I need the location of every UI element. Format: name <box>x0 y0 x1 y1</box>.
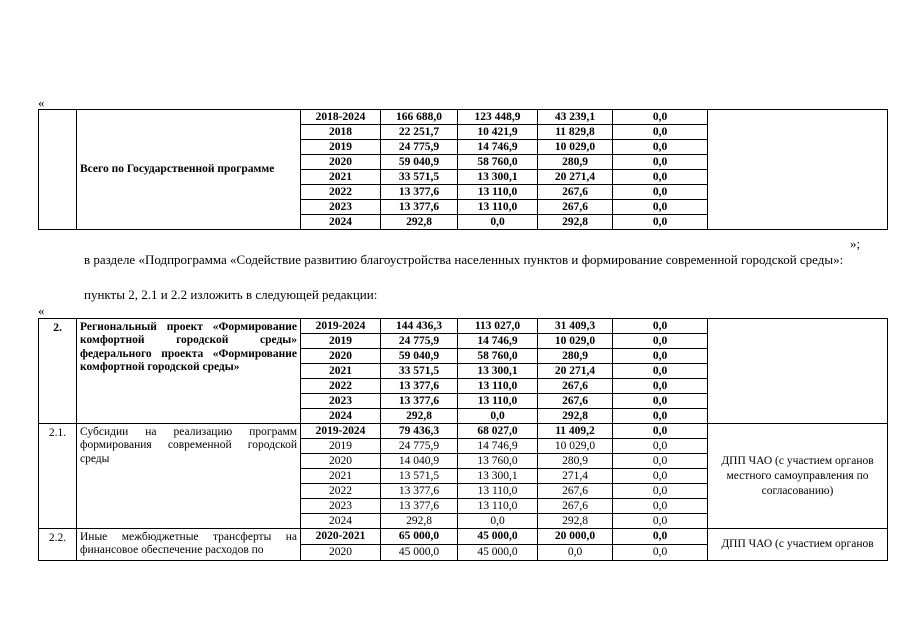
amount-cell: 58 760,0 <box>458 349 538 364</box>
table-row <box>39 319 888 334</box>
amount-cell: 0,0 <box>613 424 708 439</box>
amount-cell: 0,0 <box>613 170 708 185</box>
amount-cell: 292,8 <box>381 409 458 424</box>
amount-cell: 113 027,0 <box>458 319 538 334</box>
amount-cell: 144 436,3 <box>381 319 458 334</box>
amount-cell: 271,4 <box>538 469 613 484</box>
amount-cell: 13 377,6 <box>381 484 458 499</box>
amount-cell: 280,9 <box>538 349 613 364</box>
item-name-cell: Субсидии на реализацию программ формирования современной городской среды <box>77 424 301 529</box>
amount-cell: 0,0 <box>613 499 708 514</box>
year-cell: 2022 <box>301 185 381 200</box>
amount-cell: 13 300,1 <box>458 170 538 185</box>
amount-cell: 11 409,2 <box>538 424 613 439</box>
amount-cell: 292,8 <box>538 514 613 529</box>
amount-cell: 280,9 <box>538 454 613 469</box>
amount-cell: 0,0 <box>613 140 708 155</box>
year-cell: 2019-2024 <box>301 424 381 439</box>
amount-cell: 0,0 <box>613 155 708 170</box>
amount-cell: 10 029,0 <box>538 140 613 155</box>
amount-cell: 0,0 <box>613 319 708 334</box>
amount-cell: 267,6 <box>538 484 613 499</box>
amount-cell: 267,6 <box>538 200 613 215</box>
amount-cell: 13 110,0 <box>458 484 538 499</box>
amount-cell: 79 436,3 <box>381 424 458 439</box>
item-number-cell: 2. <box>39 319 77 424</box>
year-cell: 2019 <box>301 334 381 349</box>
amount-cell: 0,0 <box>613 334 708 349</box>
amount-cell: 45 000,0 <box>458 529 538 545</box>
year-cell: 2021 <box>301 364 381 379</box>
amount-cell: 14 746,9 <box>458 439 538 454</box>
program-name-cell: Всего по Государственной программе <box>77 110 301 230</box>
year-cell: 2024 <box>301 409 381 424</box>
amount-cell: 10 029,0 <box>538 439 613 454</box>
amount-cell: 14 746,9 <box>458 334 538 349</box>
amount-cell: 0,0 <box>613 529 708 545</box>
amount-cell: 292,8 <box>381 514 458 529</box>
amount-cell: 68 027,0 <box>458 424 538 439</box>
amount-cell: 13 377,6 <box>381 379 458 394</box>
amount-cell: 13 377,6 <box>381 499 458 514</box>
year-cell: 2022 <box>301 379 381 394</box>
year-cell: 2018 <box>301 125 381 140</box>
amount-cell: 14 040,9 <box>381 454 458 469</box>
amount-cell: 123 448,9 <box>458 110 538 125</box>
amount-cell: 267,6 <box>538 394 613 409</box>
year-cell: 2023 <box>301 200 381 215</box>
amount-cell: 20 271,4 <box>538 170 613 185</box>
amount-cell: 267,6 <box>538 185 613 200</box>
amount-cell: 13 760,0 <box>458 454 538 469</box>
amount-cell: 22 251,7 <box>381 125 458 140</box>
item-name-cell: Региональный проект «Формирование комфортной городской среды» федерального проекта «Формирование комфортной городской среды» <box>77 319 301 424</box>
year-cell: 2020-2021 <box>301 529 381 545</box>
amount-cell: 33 571,5 <box>381 170 458 185</box>
amount-cell: 33 571,5 <box>381 364 458 379</box>
amount-cell: 0,0 <box>458 514 538 529</box>
year-cell: 2019-2024 <box>301 319 381 334</box>
year-cell: 2023 <box>301 499 381 514</box>
open-quote-2: « <box>38 303 45 318</box>
program-total-table <box>38 109 888 230</box>
year-cell: 2024 <box>301 514 381 529</box>
amount-cell: 292,8 <box>381 215 458 230</box>
amount-cell: 0,0 <box>613 349 708 364</box>
amount-cell: 11 829,8 <box>538 125 613 140</box>
year-cell: 2019 <box>301 140 381 155</box>
amount-cell: 10 421,9 <box>458 125 538 140</box>
executor-cell: ДПП ЧАО (с участием органов местного самоуправления по согласованию) <box>708 424 888 529</box>
amount-cell: 13 110,0 <box>458 200 538 215</box>
item-number-cell: 2.1. <box>39 424 77 529</box>
amount-cell: 0,0 <box>458 409 538 424</box>
amount-cell: 13 377,6 <box>381 200 458 215</box>
amount-cell: 58 760,0 <box>458 155 538 170</box>
amount-cell: 13 300,1 <box>458 364 538 379</box>
close-quote-1: »; <box>850 236 861 251</box>
amount-cell: 13 110,0 <box>458 394 538 409</box>
executor-cell <box>708 110 888 230</box>
amount-cell: 0,0 <box>613 379 708 394</box>
amount-cell: 43 239,1 <box>538 110 613 125</box>
year-cell: 2020 <box>301 349 381 364</box>
amount-cell: 0,0 <box>613 514 708 529</box>
amount-cell: 0,0 <box>613 409 708 424</box>
amount-cell: 13 110,0 <box>458 499 538 514</box>
amount-cell: 267,6 <box>538 499 613 514</box>
year-cell: 2023 <box>301 394 381 409</box>
amount-cell: 292,8 <box>538 409 613 424</box>
amount-cell: 65 000,0 <box>381 529 458 545</box>
year-cell: 2020 <box>301 454 381 469</box>
amount-cell: 31 409,3 <box>538 319 613 334</box>
amount-cell: 0,0 <box>613 364 708 379</box>
subprogram-table <box>38 318 888 561</box>
amount-cell: 14 746,9 <box>458 140 538 155</box>
item-name-cell: Иные межбюджетные трансферты на финансовое обеспечение расходов по <box>77 529 301 561</box>
amount-cell: 0,0 <box>613 469 708 484</box>
amount-cell: 13 571,5 <box>381 469 458 484</box>
amount-cell: 280,9 <box>538 155 613 170</box>
number-cell <box>39 110 77 230</box>
table-row <box>39 529 888 545</box>
year-cell: 2021 <box>301 170 381 185</box>
amount-cell: 45 000,0 <box>458 544 538 560</box>
amount-cell: 24 775,9 <box>381 439 458 454</box>
amount-cell: 20 000,0 <box>538 529 613 545</box>
amount-cell: 0,0 <box>613 454 708 469</box>
amount-cell: 13 110,0 <box>458 185 538 200</box>
item-number-cell: 2.2. <box>39 529 77 561</box>
amount-cell: 24 775,9 <box>381 334 458 349</box>
amount-cell: 0,0 <box>613 484 708 499</box>
amount-cell: 13 300,1 <box>458 469 538 484</box>
amount-cell: 0,0 <box>613 185 708 200</box>
executor-cell: ДПП ЧАО (с участием органов <box>708 529 888 561</box>
amount-cell: 20 271,4 <box>538 364 613 379</box>
amount-cell: 0,0 <box>613 394 708 409</box>
amount-cell: 0,0 <box>613 544 708 560</box>
amount-cell: 10 029,0 <box>538 334 613 349</box>
amount-cell: 0,0 <box>538 544 613 560</box>
amount-cell: 0,0 <box>613 125 708 140</box>
open-quote-1: « <box>38 95 45 110</box>
items-paragraph: пункты 2, 2.1 и 2.2 изложить в следующей редакции: <box>84 287 378 302</box>
amount-cell: 267,6 <box>538 379 613 394</box>
section-paragraph: в разделе «Подпрограмма «Содействие развитию благоустройства населенных пунктов и формирование современной городской среды»: <box>84 252 844 267</box>
amount-cell: 13 377,6 <box>381 394 458 409</box>
amount-cell: 13 377,6 <box>381 185 458 200</box>
amount-cell: 292,8 <box>538 215 613 230</box>
amount-cell: 0,0 <box>613 215 708 230</box>
amount-cell: 0,0 <box>613 439 708 454</box>
year-cell: 2021 <box>301 469 381 484</box>
year-cell: 2020 <box>301 155 381 170</box>
year-cell: 2020 <box>301 544 381 560</box>
amount-cell: 0,0 <box>458 215 538 230</box>
year-cell: 2019 <box>301 439 381 454</box>
amount-cell: 13 110,0 <box>458 379 538 394</box>
year-cell: 2022 <box>301 484 381 499</box>
amount-cell: 0,0 <box>613 200 708 215</box>
amount-cell: 0,0 <box>613 110 708 125</box>
year-cell: 2024 <box>301 215 381 230</box>
table-row <box>39 110 888 125</box>
table-row <box>39 424 888 439</box>
year-cell: 2018-2024 <box>301 110 381 125</box>
amount-cell: 45 000,0 <box>381 544 458 560</box>
amount-cell: 59 040,9 <box>381 155 458 170</box>
amount-cell: 24 775,9 <box>381 140 458 155</box>
amount-cell: 59 040,9 <box>381 349 458 364</box>
executor-cell <box>708 319 888 424</box>
amount-cell: 166 688,0 <box>381 110 458 125</box>
